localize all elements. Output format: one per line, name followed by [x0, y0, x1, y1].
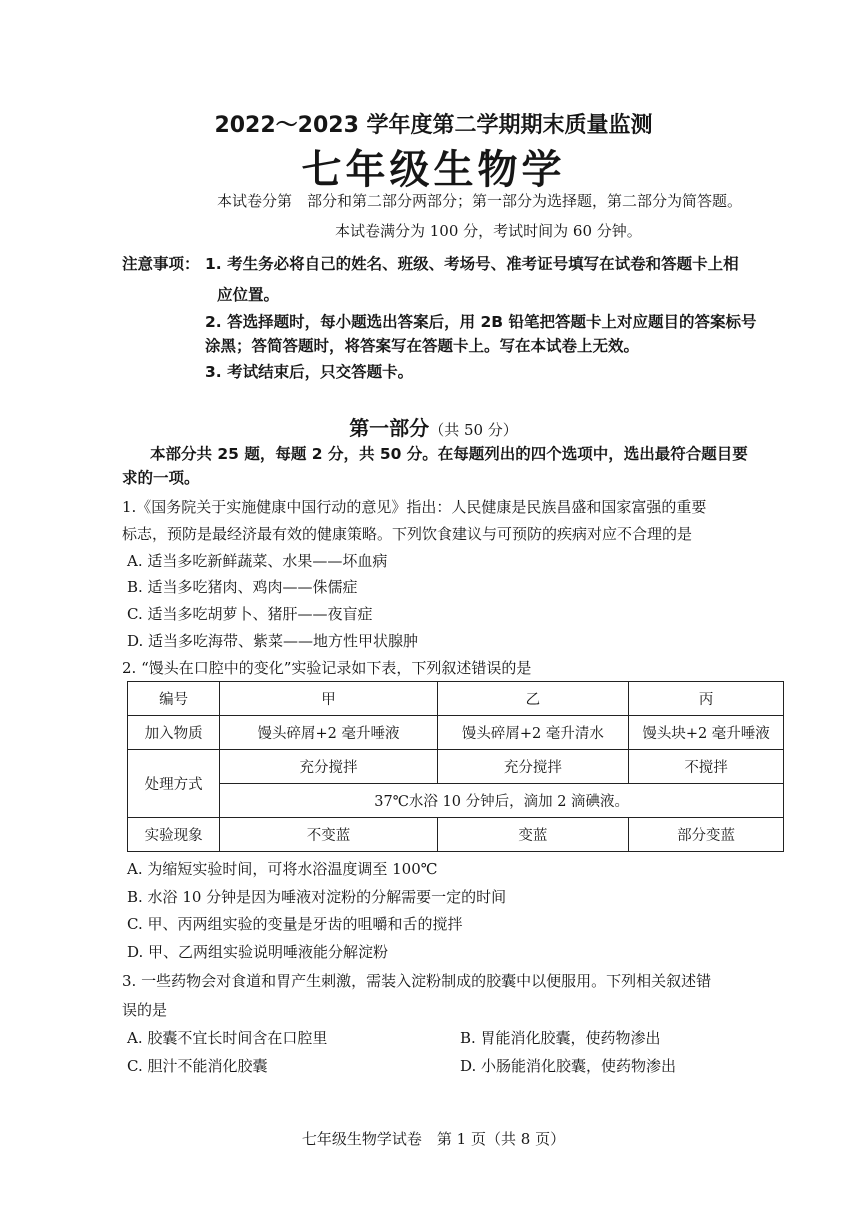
table-row	[128, 716, 784, 750]
q2-option-b: B. 水浴 10 分钟是因为唾液对淀粉的分解需要一定的时间	[127, 888, 507, 906]
water-bath-note: 37℃水浴 10 分钟后，滴加 2 滴碘液。	[220, 784, 784, 818]
result-yi: 变蓝	[437, 818, 629, 852]
note-2-cont: 涂黑；答简答题时，将答案写在答题卡上。写在本试卷上无效。	[205, 337, 640, 355]
section-score: （共 50 分）	[429, 421, 518, 439]
section-desc-2: 求的一项。	[122, 469, 200, 487]
notes-label: 注意事项：	[122, 255, 200, 273]
subject-title: 七年级生物学	[301, 147, 566, 193]
group-jia: 甲	[220, 682, 437, 716]
experiment-table	[127, 681, 784, 852]
q2-stem: 2. “馒头在口腔中的变化”实验记录如下表，下列叙述错误的是	[122, 659, 532, 677]
table-row	[128, 750, 784, 784]
material-bing: 馒头块+2 毫升唾液	[629, 716, 784, 750]
row-header-number: 编号	[128, 682, 220, 716]
stir-bing: 不搅拌	[629, 750, 784, 784]
section-title-text: 第一部分	[349, 416, 430, 440]
table-row	[128, 682, 784, 716]
result-jia: 不变蓝	[220, 818, 437, 852]
note-1-cont: 应位置。	[217, 286, 280, 304]
note-1: 1. 考生务必将自己的姓名、班级、考场号、准考证号填写在试卷和答题卡上相	[205, 255, 739, 273]
q1-stem-2: 标志，预防是最经济最有效的健康策略。下列饮食建议与可预防的疾病对应不合理的是	[122, 525, 693, 543]
q3-option-b: B. 胃能消化胶囊，使药物渗出	[460, 1029, 661, 1047]
q2-option-a: A. 为缩短实验时间，可将水浴温度调至 100℃	[127, 860, 438, 878]
intro-line-2: 本试卷满分为 100 分，考试时间为 60 分钟。	[335, 222, 642, 240]
table-row	[128, 818, 784, 852]
q2-option-d: D. 甲、乙两组实验说明唾液能分解淀粉	[127, 943, 389, 961]
q3-option-d: D. 小肠能消化胶囊，使药物渗出	[460, 1057, 677, 1075]
note-3: 3. 考试结束后，只交答题卡。	[205, 363, 414, 381]
row-header-result: 实验现象	[128, 818, 220, 852]
page-footer: 七年级生物学试卷 第 1 页（共 8 页）	[301, 1130, 566, 1148]
q3-stem-2: 误的是	[122, 1001, 168, 1019]
q3-stem-1: 3. 一些药物会对食道和胃产生刺激，需装入淀粉制成的胶囊中以便服用。下列相关叙述错	[122, 972, 712, 990]
intro-line-1: 本试卷分第 部分和第二部分两部分；第一部分为选择题，第二部分为简答题。	[217, 192, 743, 210]
stir-jia: 充分搅拌	[220, 750, 437, 784]
section-desc-1: 本部分共 25 题，每题 2 分，共 50 分。在每题列出的四个选项中，选出最符合题目要	[150, 445, 748, 463]
q1-stem-1: 1.《国务院关于实施健康中国行动的意见》指出：人民健康是民族昌盛和国家富强的重要	[122, 498, 707, 516]
exam-period-title: 2022～2023 学年度第二学期期末质量监测	[214, 113, 653, 138]
table-row	[128, 784, 784, 818]
q1-option-a: A. 适当多吃新鲜蔬菜、水果——坏血病	[127, 552, 388, 570]
row-header-treatment: 处理方式	[128, 750, 220, 818]
result-bing: 部分变蓝	[629, 818, 784, 852]
section-title	[0, 412, 867, 441]
material-jia: 馒头碎屑+2 毫升唾液	[220, 716, 437, 750]
q3-option-a: A. 胶囊不宜长时间含在口腔里	[127, 1029, 328, 1047]
q1-option-b: B. 适当多吃猪肉、鸡肉——侏儒症	[127, 578, 358, 596]
stir-yi: 充分搅拌	[437, 750, 629, 784]
note-2: 2. 答选择题时，每小题选出答案后，用 2B 铅笔把答题卡上对应题目的答案标号	[205, 313, 757, 331]
row-header-material: 加入物质	[128, 716, 220, 750]
q1-option-d: D. 适当多吃海带、紫菜——地方性甲状腺肿	[127, 632, 419, 650]
q3-option-c: C. 胆汁不能消化胶囊	[127, 1057, 268, 1075]
q1-option-c: C. 适当多吃胡萝卜、猪肝——夜盲症	[127, 605, 373, 623]
material-yi: 馒头碎屑+2 毫升清水	[437, 716, 629, 750]
group-bing: 丙	[629, 682, 784, 716]
group-yi: 乙	[437, 682, 629, 716]
q2-option-c: C. 甲、丙两组实验的变量是牙齿的咀嚼和舌的搅拌	[127, 915, 463, 933]
